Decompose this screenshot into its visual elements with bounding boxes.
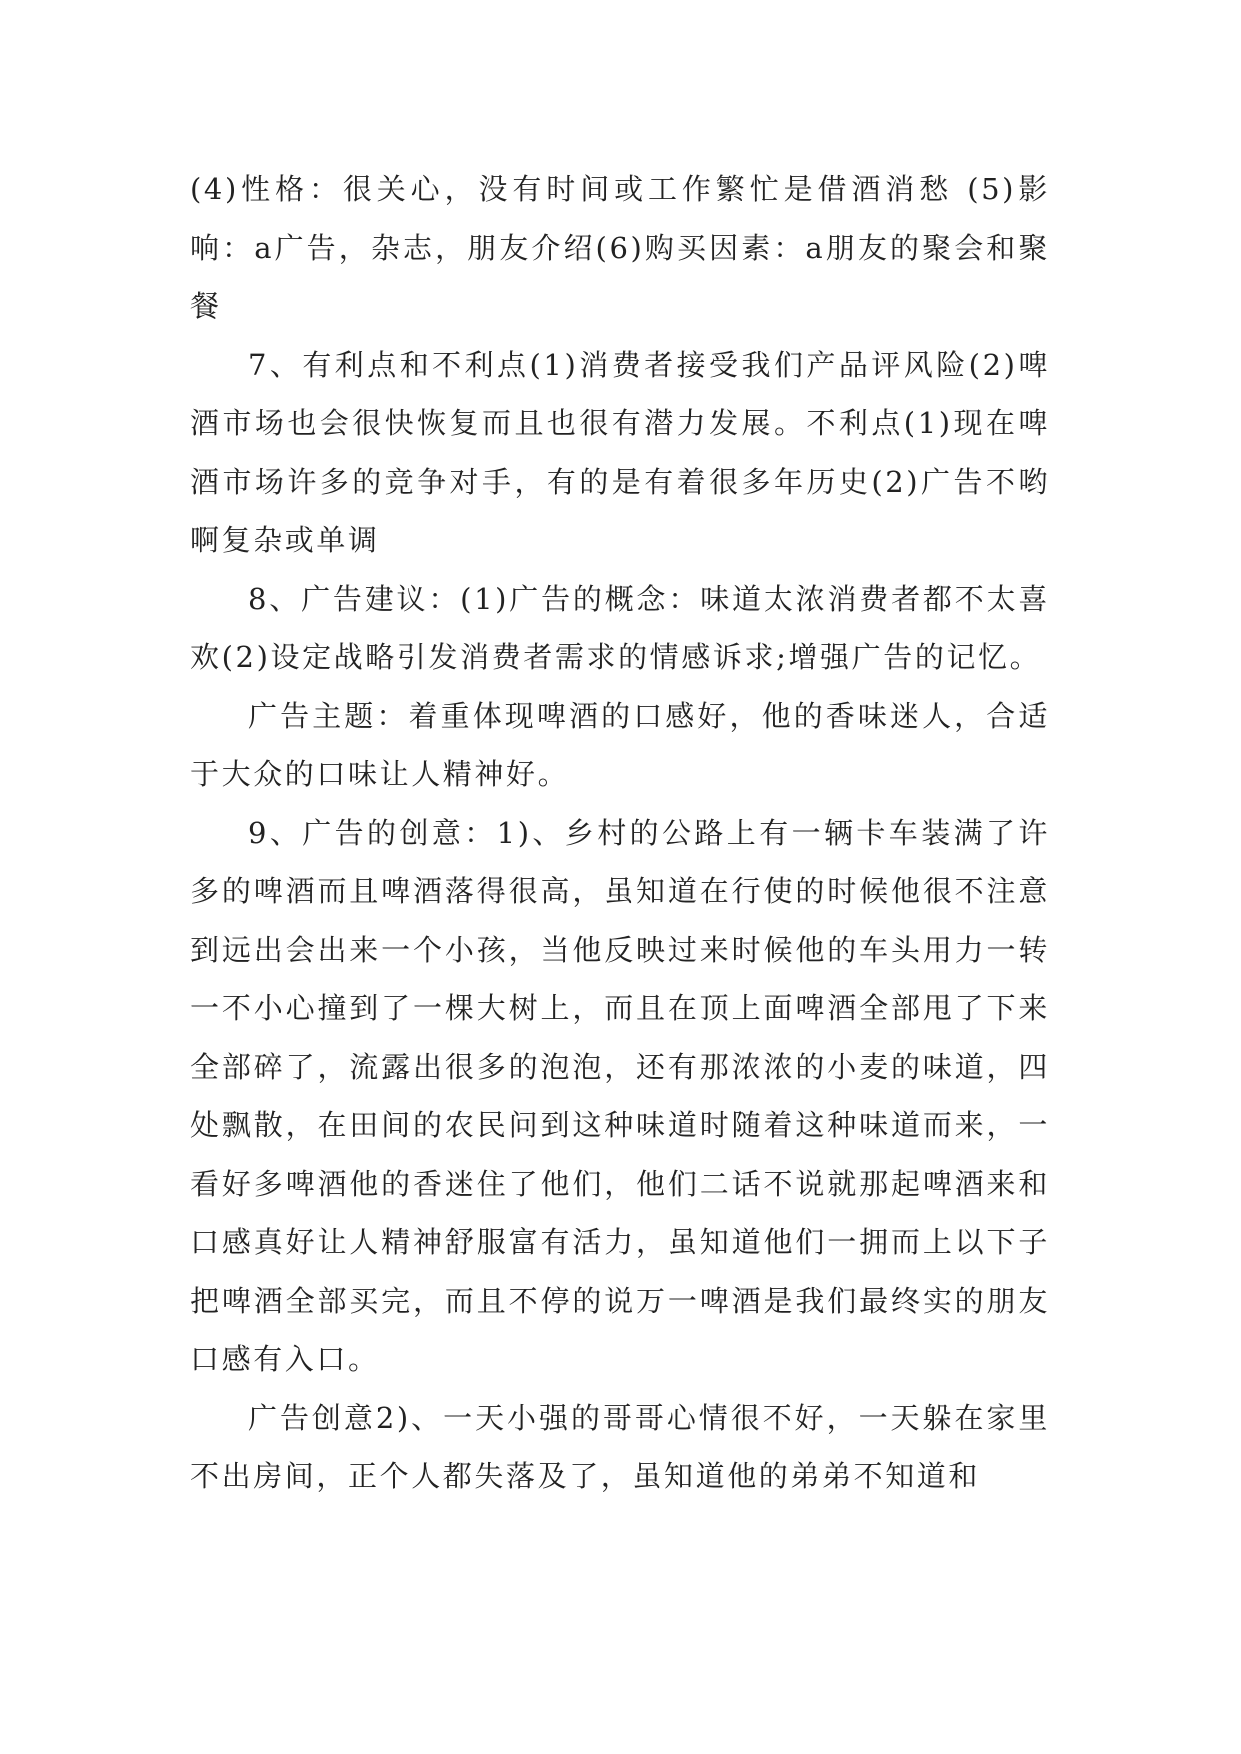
paragraph-ad-theme: 广告主题：着重体现啤酒的口感好，他的香味迷人，合适于大众的口味让人精神好。: [190, 698, 1050, 791]
paragraph-personality-influence: (4)性格：很关心，没有时间或工作繁忙是借酒消愁 (5)影响：a广告，杂志，朋友介绍(6)购买因素：a朋友的聚会和聚餐: [190, 172, 1050, 323]
document-body: [190, 160, 1050, 1506]
paragraph-ad-creative-1: 9、广告的创意：1)、乡村的公路上有一辆卡车装满了许多的啤酒而且啤酒落得很高，虽知道在行使的时候他很不注意到远出会出来一个小孩，当他反映过来时候他的车头用力一转一不小心撞到了一棵大树上，而且在顶上面啤酒全部甩了下来全部碎了，流露出很多的泡泡，还有那浓浓的小麦的味道，四处飘散，在田间的农民问到这种味道时随着这种味道而来，一看好多啤酒他的香迷住了他们，他们二话不说就那起啤酒来和口感真好让人精神舒服富有活力，虽知道他们一拥而上以下子把啤酒全部买完，而且不停的说万一啤酒是我们最终实的朋友口感有入口。: [190, 815, 1050, 1376]
paragraph-ad-creative-2: 广告创意2)、一天小强的哥哥心情很不好，一天躲在家里不出房间，正个人都失落及了，虽知道他的弟弟不知道和: [190, 1400, 1050, 1493]
paragraph-pros-cons: 7、有利点和不利点(1)消费者接受我们产品评风险(2)啤酒市场也会很快恢复而且也很有潜力发展。不利点(1)现在啤酒市场许多的竞争对手，有的是有着很多年历史(2)广告不哟啊复杂或单调: [190, 347, 1050, 557]
paragraph-ad-suggestions: 8、广告建议：(1)广告的概念：味道太浓消费者都不太喜欢(2)设定战略引发消费者需求的情感诉求;增强广告的记忆。: [190, 581, 1050, 674]
